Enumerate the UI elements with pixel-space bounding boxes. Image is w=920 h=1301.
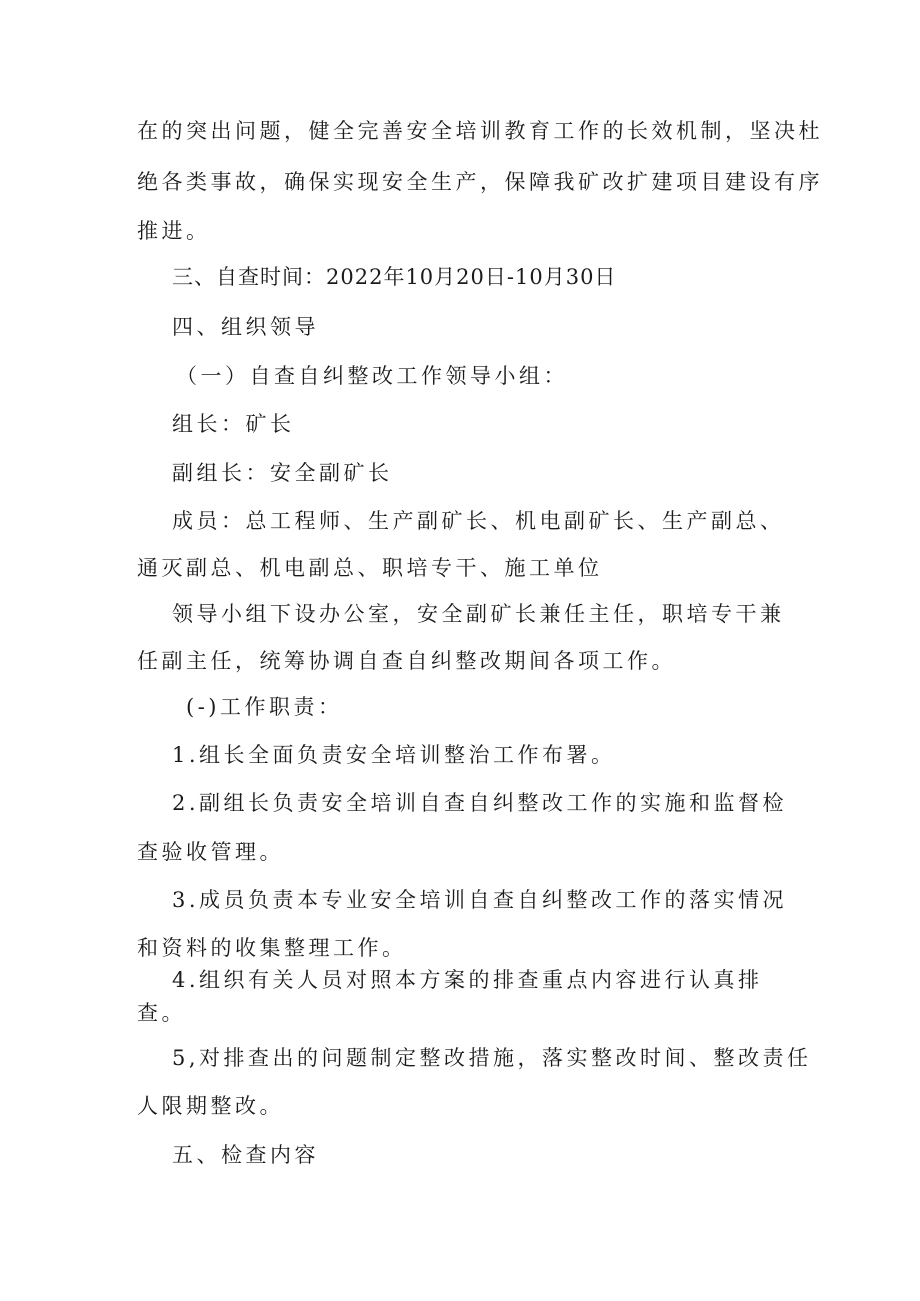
- text-line: 人限期整改。: [137, 1094, 284, 1118]
- section-heading-schedule: 三、自查时间：2022年10月20日-10月30日: [172, 265, 617, 289]
- list-item: 5,对排查出的问题制定整改措施，落实整改时间、整改责任: [172, 1046, 812, 1070]
- section-heading-inspection-content: 五、检查内容: [172, 1143, 319, 1167]
- text-line: 任副主任，统筹协调自查自纠整改期间各项工作。: [137, 649, 676, 673]
- text-line: 成员：总工程师、生产副矿长、机电副矿长、生产副总、: [172, 509, 785, 533]
- text-line: 通灭副总、机电副总、职培专干、施工单位: [137, 556, 603, 580]
- subsection-heading-duties: (-)工作职责：: [186, 695, 343, 719]
- text-line: 副组长：安全副矿长: [172, 461, 393, 485]
- list-item: 2.副组长负责安全培训自查自纠整改工作的实施和监督检: [172, 791, 788, 815]
- text-line: 查验收管理。: [137, 840, 284, 864]
- list-item: 1.组长全面负责安全培训整治工作布署。: [172, 743, 616, 767]
- subsection-heading-leading-group: （一）自查自纠整改工作领导小组：: [176, 364, 568, 388]
- section-heading-organization: 四、组织领导: [172, 315, 319, 339]
- list-item: 4.组织有关人员对照本方案的排查重点内容进行认真排: [172, 968, 763, 992]
- text-line: 推进。: [137, 219, 211, 243]
- text-line: 在的突出问题，健全完善安全培训教育工作的长效机制，坚决杜: [137, 119, 823, 143]
- text-line: 组长：矿长: [172, 412, 295, 436]
- text-line: 领导小组下设办公室，安全副矿长兼任主任，职培专干兼: [172, 602, 785, 626]
- text-line: 查。: [137, 1001, 186, 1025]
- text-line: 和资料的收集整理工作。: [137, 936, 407, 960]
- text-line: 绝各类事故，确保实现安全生产，保障我矿改扩建项目建设有序: [137, 170, 823, 194]
- list-item: 3.成员负责本专业安全培训自查自纠整改工作的落实情况: [172, 888, 788, 912]
